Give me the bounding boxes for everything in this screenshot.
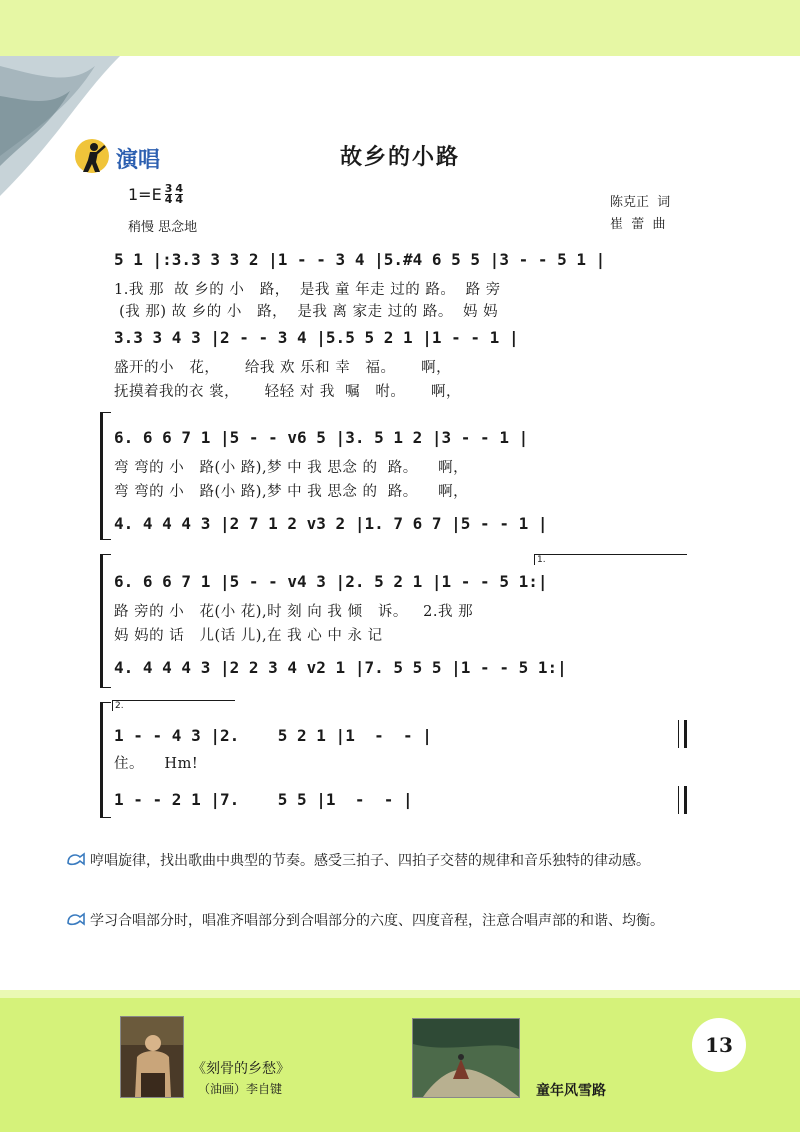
painting-caption-sub: （油画）李自键 (198, 1082, 283, 1096)
section-label: 演唱 (116, 146, 161, 173)
song-title: 故乡的小路 (339, 145, 460, 170)
key-signature (128, 184, 183, 205)
score-row-upper: 6. 6 6 7 1 |5 - - v4 3 |2. 5 2 1 |1 - - 5 1:| (114, 572, 548, 591)
corner-decoration (0, 56, 120, 206)
lyric-row: (我 那) 故 乡的 小 路， 是我 离 家走 过的 路。 妈 妈 (114, 304, 499, 320)
time-signature-1: $\frac{3}{4}$ (164, 182, 173, 206)
lyric-row: 住。 Hm! (114, 756, 199, 772)
system-bracket (100, 702, 111, 818)
system-bracket (100, 554, 111, 688)
horn-icon (66, 910, 86, 926)
lyric-row: 弯 弯的 小 路(小 路),梦 中 我 思念 的 路。 啊， (114, 484, 469, 500)
score-row-lower: 4. 4 4 4 3 |2 2 3 4 v2 1 |7. 5 5 5 |1 - - 5 1:| (114, 658, 567, 677)
final-barline (678, 720, 687, 748)
tempo-marking: 稍慢 思念地 (128, 220, 198, 235)
credits (610, 192, 670, 236)
tip-1: 哼唱旋律，找出歌曲中典型的节奏。感受三拍子、四拍子交替的规律和音乐独特的律动感。 (66, 848, 734, 874)
lyric-row: 抚摸着我的衣 裳， 轻轻 对 我 嘱 咐。 啊， (114, 384, 461, 400)
final-barline (678, 786, 687, 814)
score-row-upper: 1 - - 4 3 |2. 5 2 1 |1 - - | (114, 726, 432, 745)
lyric-row: 盛开的小 花， 给我 欢 乐和 幸 福。 啊， (114, 360, 452, 376)
system-bracket (100, 412, 111, 540)
horn-icon (66, 850, 86, 866)
volta-1: 1. (534, 554, 687, 565)
composer: 崔 蕾 曲 (610, 217, 666, 232)
key-text: 1=E (128, 185, 162, 204)
lyricist: 陈克正 词 (610, 195, 671, 210)
lyric-row: 路 旁的 小 花(小 花),时 刻 向 我 倾 诉。 2.我 那 (114, 604, 474, 620)
lyric-row: 弯 弯的 小 路(小 路),梦 中 我 思念 的 路。 啊， (114, 460, 469, 476)
time-signature-2: $\frac{4}{4}$ (175, 182, 184, 206)
painting-caption-title: 《刻骨的乡愁》 (192, 1061, 290, 1077)
lyric-row: 1.我 那 故 乡的 小 路， 是我 童 年走 过的 路。 路 旁 (114, 282, 501, 298)
lyric-row: 妈 妈的 话 儿(话 儿),在 我 心 中 永 记 (114, 628, 383, 644)
score-row: 5 1 |:3.3 3 3 2 |1 - - 3 4 |5.#4 6 5 5 |3 - - 5 1 | (114, 250, 606, 269)
painting-image (412, 1018, 520, 1098)
score-row-upper: 6. 6 6 7 1 |5 - - v6 5 |3. 5 1 2 |3 - - 1 | (114, 428, 529, 447)
score-row: 3.3 3 4 3 |2 - - 3 4 |5.5 5 2 1 |1 - - 1 | (114, 328, 519, 347)
page-number: 13 (692, 1018, 746, 1072)
score-row-lower: 1 - - 2 1 |7. 5 5 |1 - - | (114, 790, 413, 809)
top-band (0, 0, 800, 56)
score-row-lower: 4. 4 4 4 3 |2 7 1 2 v3 2 |1. 7 6 7 |5 - - 1 | (114, 514, 548, 533)
painting-image (120, 1016, 184, 1098)
tip-2: 学习合唱部分时，唱准齐唱部分到合唱部分的六度、四度音程，注意合唱声部的和谐、均衡。 (66, 908, 734, 934)
volta-2: 2. (112, 700, 235, 711)
painting-caption-title: 童年风雪路 (536, 1083, 606, 1099)
